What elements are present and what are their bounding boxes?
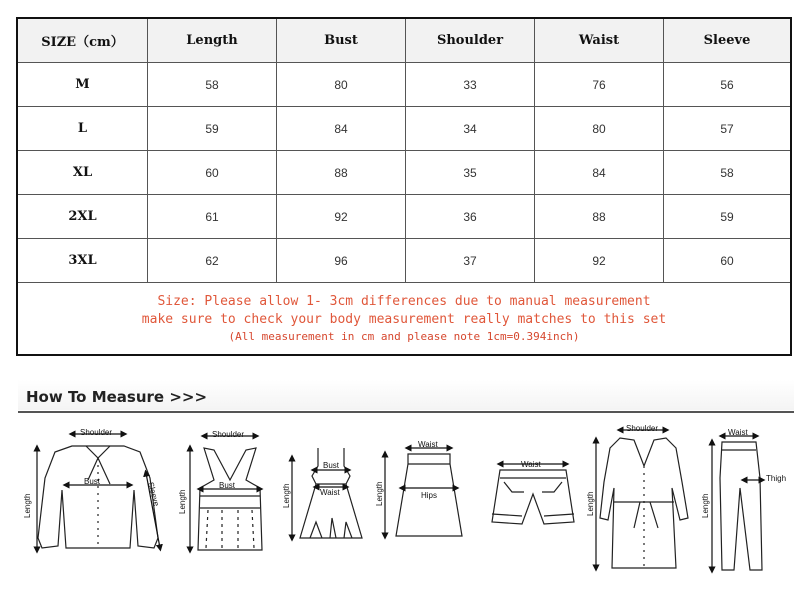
sleeve-cell: 56	[720, 77, 734, 92]
shoulder-cell: 35	[406, 151, 535, 194]
header-sleeve: Sleeve	[664, 19, 790, 62]
header-divider	[18, 411, 794, 413]
label-sleeve: Sleeve	[146, 481, 162, 508]
header-shoulder: Shoulder	[406, 19, 535, 62]
waist-cell: 76	[535, 63, 664, 106]
label-bust: Bust	[323, 461, 340, 470]
table-row	[18, 239, 790, 283]
label-hips: Hips	[421, 491, 438, 500]
table-row	[18, 63, 790, 107]
header-length: Length	[148, 19, 277, 62]
shoulder-cell: 36	[406, 195, 535, 238]
note-line-3: (All measurement in cm and please note 1cm=0.394inch)	[228, 329, 580, 343]
length-cell: 59	[148, 107, 277, 150]
label-shoulder: Shoulder	[212, 430, 245, 439]
bust-cell: 84	[277, 107, 406, 150]
size-cell: 3XL	[18, 239, 148, 282]
label-shoulder: Shoulder	[80, 428, 113, 437]
length-cell: 60	[148, 151, 277, 194]
bust-cell: 88	[277, 151, 406, 194]
label-length: Length	[282, 483, 291, 508]
bust-cell: 80	[277, 63, 406, 106]
label-length: Length	[701, 493, 710, 518]
size-cell: 2XL	[18, 195, 148, 238]
header-size: SIZE（cm）	[18, 19, 148, 62]
length-cell: 58	[148, 63, 277, 106]
size-chart-table	[16, 17, 792, 356]
table-row	[18, 151, 790, 195]
trench-coat-illustration	[600, 438, 688, 568]
sleeve-cell: 59	[720, 209, 734, 224]
table-row	[18, 195, 790, 239]
label-bust: Bust	[84, 477, 101, 486]
length-cell: 61	[148, 195, 277, 238]
shoulder-cell: 37	[406, 239, 535, 282]
note-line-2: make sure to check your body measurement really matches to this set	[141, 311, 667, 327]
header-waist: Waist	[535, 19, 664, 62]
label-length: Length	[586, 491, 595, 516]
tank-top-illustration	[198, 448, 262, 550]
blouse-illustration	[38, 446, 158, 548]
label-thigh: Thigh	[766, 474, 787, 483]
waist-cell: 88	[535, 195, 664, 238]
measurement-illustrations	[0, 418, 811, 609]
label-waist: Waist	[728, 428, 748, 437]
label-length: Length	[178, 489, 187, 514]
sleeve-cell: 58	[720, 165, 734, 180]
how-to-measure-title: How To Measure >>>	[26, 388, 208, 406]
size-cell: XL	[18, 151, 148, 194]
label-waist: Waist	[521, 460, 541, 469]
sleeve-cell: 57	[720, 121, 734, 136]
length-cell: 62	[148, 239, 277, 282]
bust-cell: 92	[277, 195, 406, 238]
label-bust: Bust	[219, 481, 236, 490]
sleeve-cell: 60	[720, 253, 734, 268]
how-to-measure-header	[18, 384, 794, 410]
label-waist: Waist	[418, 440, 438, 449]
header-bust: Bust	[277, 19, 406, 62]
label-length: Length	[375, 481, 384, 506]
waist-cell: 80	[535, 107, 664, 150]
shoulder-cell: 33	[406, 63, 535, 106]
label-waist: Waist	[320, 488, 340, 497]
size-cell: M	[18, 63, 148, 106]
label-shoulder: Shoulder	[626, 424, 659, 433]
shorts-illustration	[492, 470, 574, 524]
waist-cell: 92	[535, 239, 664, 282]
shoulder-cell: 34	[406, 107, 535, 150]
note-line-1: Size: Please allow 1- 3cm differences due to manual measurement	[157, 293, 651, 309]
bust-cell: 96	[277, 239, 406, 282]
label-length: Length	[23, 493, 32, 518]
trousers-illustration	[720, 442, 762, 570]
waist-cell: 84	[535, 151, 664, 194]
table-header-row	[18, 19, 790, 63]
measurement-note	[18, 283, 790, 354]
table-row	[18, 107, 790, 151]
size-cell: L	[18, 107, 148, 150]
